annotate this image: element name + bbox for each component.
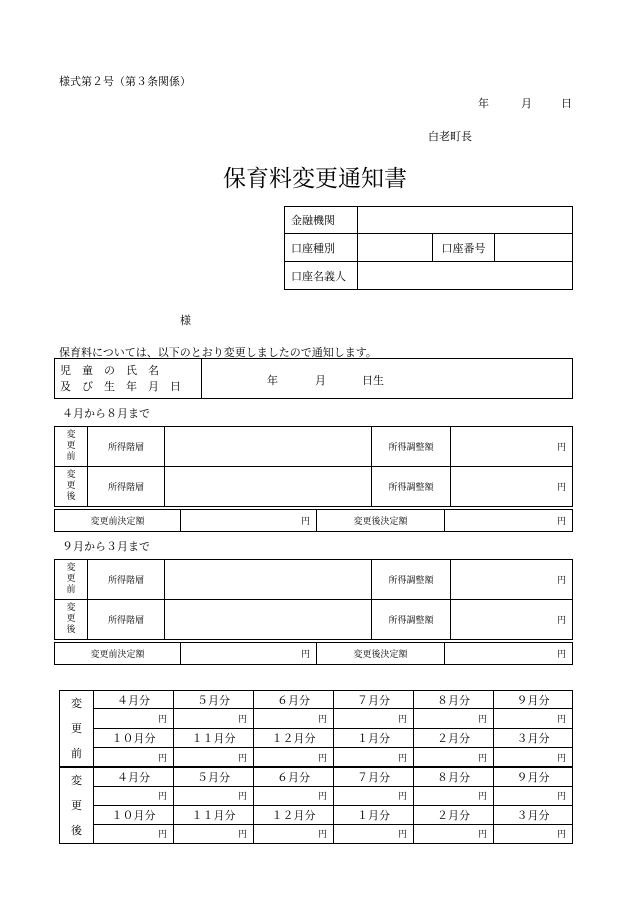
month-label: ３月分 <box>494 805 573 824</box>
child-info-field <box>202 359 573 399</box>
month-label: １０月分 <box>94 805 174 824</box>
period1-label: ４月から８月まで <box>62 407 150 420</box>
month-label: ７月分 <box>334 767 414 786</box>
month-label: ２月分 <box>414 728 494 747</box>
month-amount: 円 <box>494 824 573 843</box>
period2-before-income-adjust-label: 所得調整額 <box>372 560 451 600</box>
month-amount: 円 <box>94 824 174 843</box>
month-label: ６月分 <box>254 767 334 786</box>
monthly-after-char: 変 <box>71 774 82 787</box>
month-amount: 円 <box>414 824 494 843</box>
account-type-label: 口座種別 <box>285 234 358 262</box>
month-label: １２月分 <box>254 805 334 824</box>
month-label: １０月分 <box>94 728 174 747</box>
bank-table <box>284 206 573 290</box>
period1-after-decided-label: 変更後決定額 <box>317 510 445 532</box>
month-label: １月分 <box>334 805 414 824</box>
month-amount: 円 <box>94 748 174 767</box>
form-number: 様式第２号（第３条関係） <box>59 75 191 88</box>
period2-after-income-level-field <box>165 600 372 640</box>
monthly-after-char: 更 <box>71 799 82 812</box>
period2-before-income-level-field <box>165 560 372 600</box>
date-year-label: 年 <box>478 97 489 110</box>
month-label: １１月分 <box>174 728 254 747</box>
month-amount: 円 <box>494 709 573 728</box>
month-amount: 円 <box>254 824 334 843</box>
month-amount: 円 <box>334 786 414 805</box>
month-amount: 円 <box>414 709 494 728</box>
account-holder-field <box>358 262 573 290</box>
month-label: ９月分 <box>494 767 573 786</box>
period2-after-income-level-label: 所得階層 <box>88 600 165 640</box>
month-label: １月分 <box>334 728 414 747</box>
month-amount: 円 <box>254 786 334 805</box>
month-amount: 円 <box>174 748 254 767</box>
period1-before-income-adjust-label: 所得調整額 <box>372 427 451 467</box>
period1-after-income-level-field <box>165 467 372 507</box>
month-amount: 円 <box>334 748 414 767</box>
page-title: 保育料変更通知書 <box>223 166 407 192</box>
month-amount: 円 <box>334 709 414 728</box>
month-amount: 円 <box>414 748 494 767</box>
account-type-field <box>358 234 433 262</box>
monthly-after-label <box>60 767 94 844</box>
birth-month-label: 月 <box>315 374 326 387</box>
monthly-before-char: 更 <box>71 722 82 735</box>
period1-before-label: 変 更 前 <box>55 427 88 467</box>
period2-before-decided-field: 円 <box>181 643 317 665</box>
monthly-table <box>59 690 573 844</box>
monthly-before-char: 前 <box>71 747 82 760</box>
month-amount: 円 <box>94 709 174 728</box>
account-holder-label: 口座名義人 <box>285 262 358 290</box>
month-amount: 円 <box>174 786 254 805</box>
month-label: ５月分 <box>174 691 254 709</box>
period1-after-decided-field: 円 <box>445 510 573 532</box>
monthly-after-char: 後 <box>71 824 82 837</box>
month-label: ３月分 <box>494 728 573 747</box>
period2-after-income-adjust-label: 所得調整額 <box>372 600 451 640</box>
period1-before-decided-label: 変更前決定額 <box>55 510 181 532</box>
period1-after-income-level-label: 所得階層 <box>88 467 165 507</box>
month-label: １１月分 <box>174 805 254 824</box>
birth-day-label: 日生 <box>362 374 384 387</box>
period1-after-label: 変 更 後 <box>55 467 88 507</box>
month-amount: 円 <box>334 824 414 843</box>
month-amount: 円 <box>494 786 573 805</box>
period2-label: ９月から３月まで <box>62 540 150 553</box>
month-label: ８月分 <box>414 691 494 709</box>
period2-table <box>54 559 573 640</box>
period1-table <box>54 426 573 507</box>
child-table <box>54 358 573 399</box>
month-amount: 円 <box>94 786 174 805</box>
month-amount: 円 <box>494 748 573 767</box>
account-number-field <box>495 234 573 262</box>
period2-before-income-adjust-field: 円 <box>451 560 573 600</box>
period2-before-decided-label: 変更前決定額 <box>55 643 181 665</box>
period2-before-income-level-label: 所得階層 <box>88 560 165 600</box>
period2-after-label: 変 更 後 <box>55 600 88 640</box>
date-month-label: 月 <box>521 97 532 110</box>
period1-before-income-level-label: 所得階層 <box>88 427 165 467</box>
notice-text: 保育料については、以下のとおり変更しましたので通知します。 <box>59 346 377 359</box>
month-amount: 円 <box>254 709 334 728</box>
recipient-honorific: 様 <box>180 314 191 327</box>
month-label: ５月分 <box>174 767 254 786</box>
month-label: ４月分 <box>94 767 174 786</box>
monthly-after-section <box>60 767 573 844</box>
issuer: 白老町長 <box>428 130 472 143</box>
period2-after-decided-label: 変更後決定額 <box>317 643 445 665</box>
month-label: ６月分 <box>254 691 334 709</box>
birth-year-label: 年 <box>267 374 278 387</box>
month-label: １２月分 <box>254 728 334 747</box>
month-label: ９月分 <box>494 691 573 709</box>
period1-before-income-adjust-field: 円 <box>451 427 573 467</box>
monthly-before-section <box>60 691 573 768</box>
month-label: ２月分 <box>414 805 494 824</box>
period2-after-income-adjust-field: 円 <box>451 600 573 640</box>
month-label: ４月分 <box>94 691 174 709</box>
month-amount: 円 <box>254 748 334 767</box>
monthly-before-label <box>60 691 94 768</box>
bank-institution-label: 金融機関 <box>285 207 358 234</box>
period2-decided-table <box>54 642 573 665</box>
period1-decided-table <box>54 509 573 532</box>
month-label: ８月分 <box>414 767 494 786</box>
bank-institution-field <box>358 207 573 234</box>
month-amount: 円 <box>174 709 254 728</box>
month-amount: 円 <box>174 824 254 843</box>
period2-before-label: 変 更 前 <box>55 560 88 600</box>
child-name-label: 児 童 の 氏 名 <box>60 363 159 377</box>
period1-before-decided-field: 円 <box>181 510 317 532</box>
month-amount: 円 <box>414 786 494 805</box>
month-label: ７月分 <box>334 691 414 709</box>
date-day-label: 日 <box>561 97 572 110</box>
child-birth-label: 及 び 生 年 月 日 <box>60 379 181 393</box>
period1-before-income-level-field <box>165 427 372 467</box>
period2-after-decided-field: 円 <box>445 643 573 665</box>
period1-after-income-adjust-field: 円 <box>451 467 573 507</box>
period1-after-income-adjust-label: 所得調整額 <box>372 467 451 507</box>
monthly-before-char: 変 <box>71 697 82 710</box>
account-number-label: 口座番号 <box>433 234 495 262</box>
